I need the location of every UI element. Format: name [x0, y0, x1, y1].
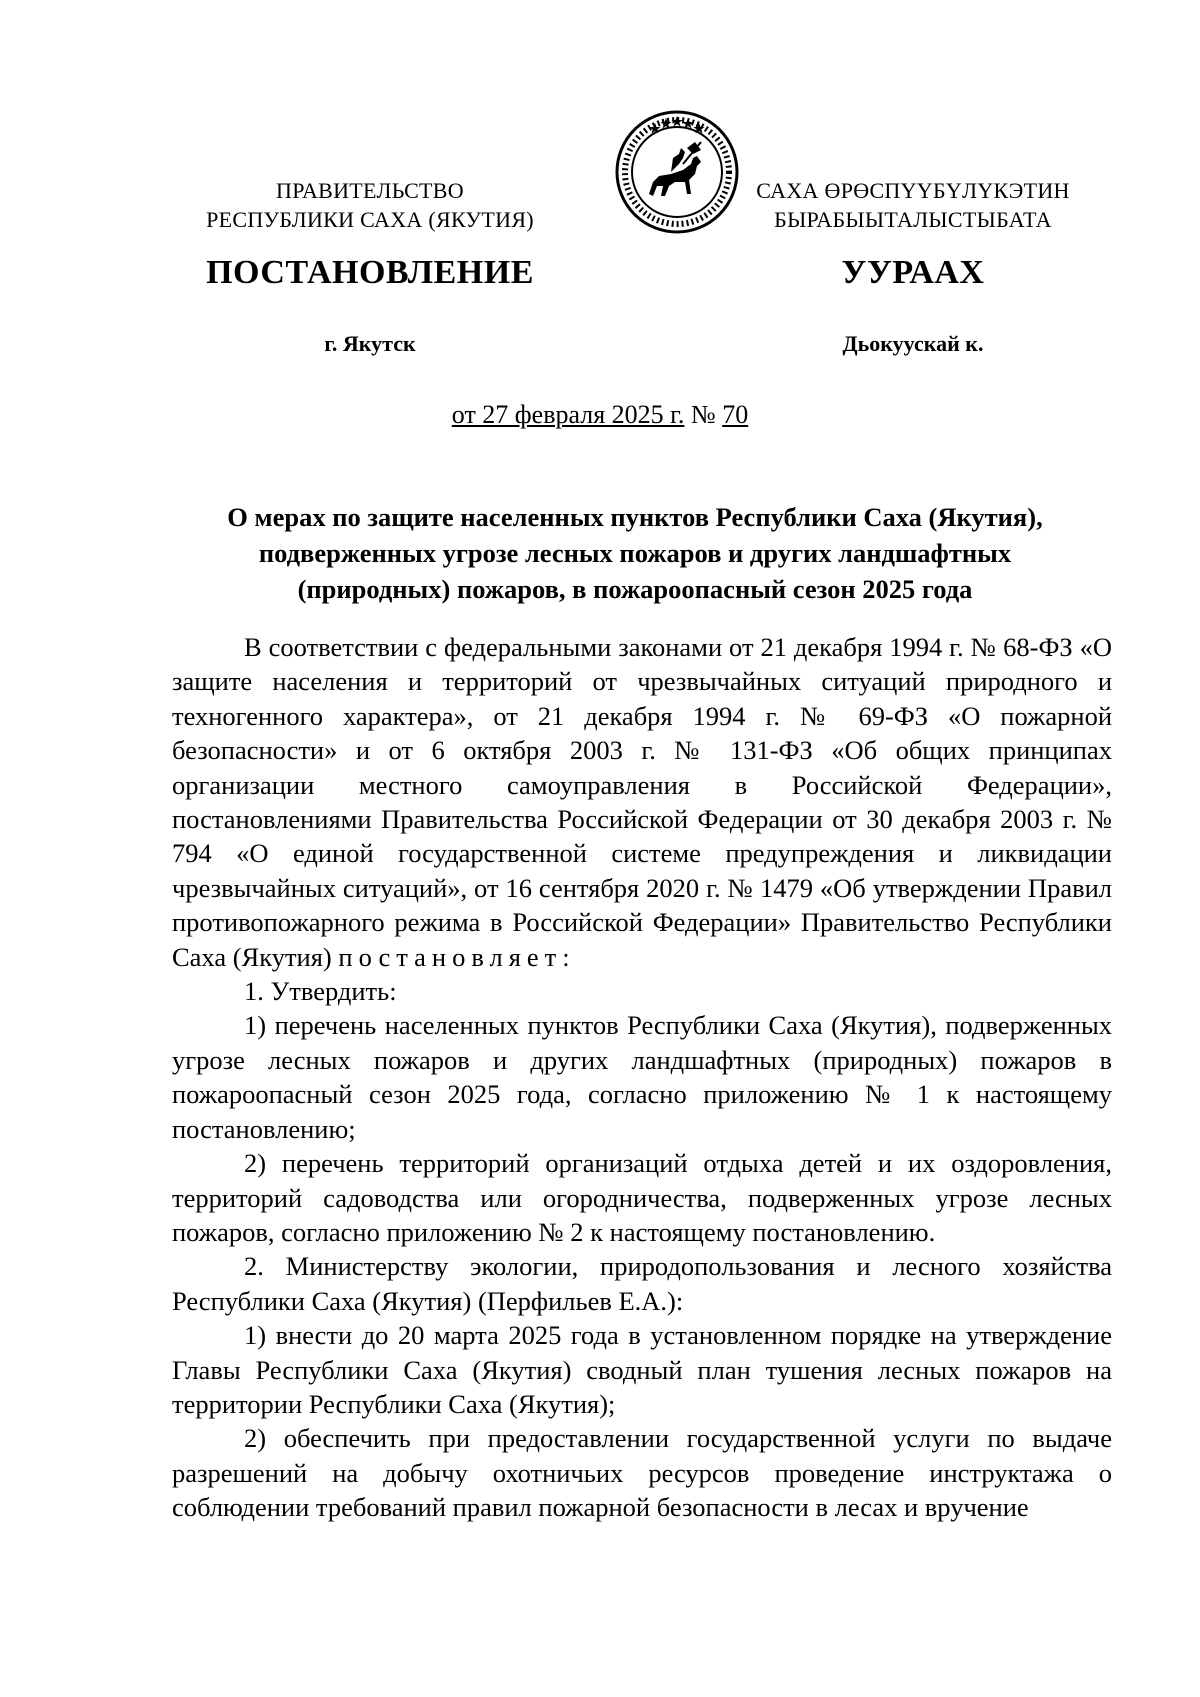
government-name-yakut-line2: БЫРАБЫЫТАЛЫСТЫБАТА	[774, 207, 1052, 232]
document-type-yakut: УУРААХ	[841, 254, 985, 291]
document-date: от 27 февраля 2025 г.	[451, 400, 685, 429]
government-name-yakut	[708, 176, 1118, 234]
preamble-paragraph	[172, 630, 1112, 974]
heading-line-1: О мерах по защите населенных пунктов Республики Саха (Якутия),	[227, 502, 1043, 532]
clause-1-2: 2) перечень территорий организаций отдыха детей и их оздоровления, территорий садоводства или огородничества, подверженных угрозе лесных пожаров, согласно приложению № 2 к настоящему постановлению.	[172, 1148, 1112, 1247]
document-body	[172, 630, 1112, 1525]
document-heading	[170, 499, 1100, 607]
city-yakut: Дьокуускай к.	[842, 331, 984, 356]
government-name-russian	[150, 176, 590, 234]
clause-1: 1. Утвердить:	[244, 976, 397, 1007]
government-name-line1: ПРАВИТЕЛЬСТВО	[276, 178, 464, 203]
preamble-text: В соответствии с федеральными законами от 21 декабря 1994 г. № 68-ФЗ «О защите населения и территорий от чрезвычайных ситуаций природного и техногенного характера», от 21 декабря 1994 г. № 69-ФЗ «О пожарной безопасности» и от 6 октября 2003 г. № 131-ФЗ «Об общих принципах организации местного самоуправления в Российской Федерации», постановлениями Правительства Российской Федерации от 30 декабря 2003 г. № 794 «О единой государственной системе предупреждения и ликвидации чрезвычайных ситуаций», от 16 сентября 2020 г. № 1479 «Об утверждении Правил противопожарного режима в Российской Федерации» Правительство Республики Саха (Якутия)	[172, 632, 1112, 972]
heading-line-2: подверженных угрозе лесных пожаров и других ландшафтных	[258, 538, 1012, 568]
heading-line-3: (природных) пожаров, в пожароопасный сезон 2025 года	[297, 574, 973, 604]
decrees-word: постановляет:	[338, 941, 576, 972]
number-sign: №	[690, 400, 716, 429]
document-number: 70	[722, 400, 749, 429]
document-dateline	[0, 400, 1200, 430]
government-name-line2: РЕСПУБЛИКИ САХА (ЯКУТИЯ)	[206, 207, 534, 232]
government-name-yakut-line1: САХА ӨРӨСПҮҮБҮЛҮКЭТИН	[756, 178, 1070, 203]
city-russian: г. Якутск	[324, 331, 416, 356]
clause-2-2: 2) обеспечить при предоставлении государственной услуги по выдаче разрешений на добычу охотничьих ресурсов проведение инструктажа о соблюдении требований правил пожарной безопасности в лесах и вручение	[172, 1423, 1112, 1523]
document-type-russian: ПОСТАНОВЛЕНИЕ	[206, 254, 534, 291]
clause-2: 2. Министерству экологии, природопользования и лесного хозяйства Республики Саха (Якутия) (Перфильев Е.А.):	[172, 1251, 1112, 1316]
clause-2-1: 1) внести до 20 марта 2025 года в установленном порядке на утверждение Главы Республики Саха (Якутия) сводный план тушения лесных пожаров на территории Республики Саха (Якутия);	[172, 1320, 1112, 1419]
clause-1-1: 1) перечень населенных пунктов Республики Саха (Якутия), подверженных угрозе лесных пожаров и других ландшафтных (природных) пожаров в пожароопасный сезон 2025 года, согласно приложению № 1 к настоящему постановлению;	[172, 1010, 1112, 1144]
